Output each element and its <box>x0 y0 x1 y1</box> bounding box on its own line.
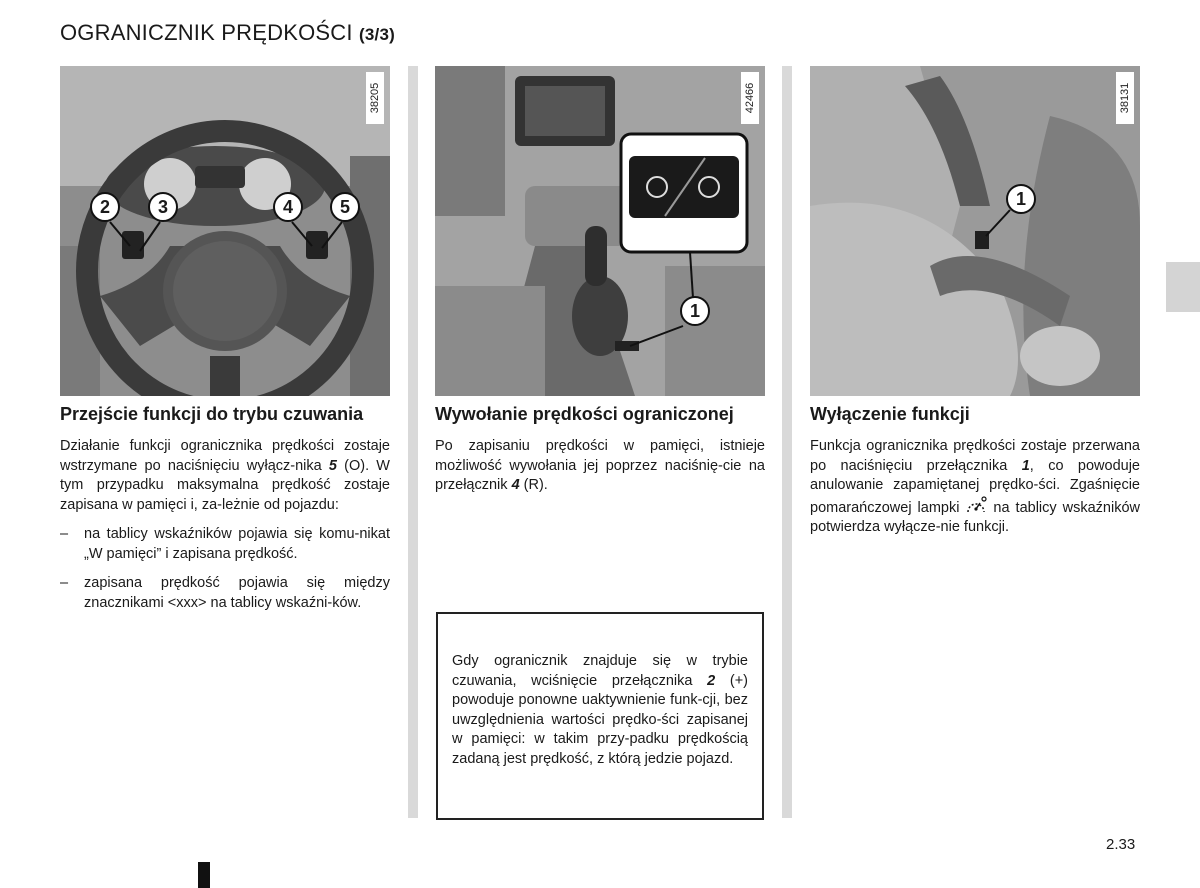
note-text: Gdy ogranicznik znajduje się w trybie czuwania, wciśnięcie przełącznika 2 (+) powoduje ponowne uaktywnienie funk-cji, bez uwzględnienia wartości prędko-ści zapisanej w pamięci: w takim przy-padku prędkością zadaną jest prędkość, z którą jedzie pojazd. <box>452 653 748 767</box>
speed-limiter-icon <box>965 496 987 516</box>
print-mark <box>198 862 210 888</box>
section-disable <box>810 403 1140 548</box>
section-heading: Wywołanie prędkości ograniczonej <box>435 404 734 424</box>
callout-marker: 1 <box>1006 184 1036 214</box>
page-number: 2.33 <box>1106 836 1136 853</box>
center-console-photo <box>435 66 765 396</box>
callout-marker: 4 <box>273 192 303 222</box>
handbrake-area-photo <box>810 66 1140 396</box>
list-item: – zapisana prędkość pojawia się między znacznikami <xxx> na tablicy wskaźni-ków. <box>60 575 390 611</box>
callout-marker: 5 <box>330 192 360 222</box>
column-divider <box>782 66 792 818</box>
figure-reference: 42466 <box>741 72 759 124</box>
page-title <box>60 20 395 46</box>
callout-marker: 1 <box>680 296 710 326</box>
note-box <box>436 612 764 820</box>
paragraph: Działanie funkcji ogranicznika prędkości zostaje wstrzymane po naciśnięciu wyłącz-nika 5 (O). W tym przypadku maksymalna prędkość zostaje zapisana w pamięci i, za-leżnie od pojazdu: <box>60 438 390 513</box>
paragraph: Po zapisaniu prędkości w pamięci, istnieje możliwość wywołania jej poprzez naciśnię-cie na przełącznik 4 (R). <box>435 438 765 493</box>
section-standby <box>60 403 390 623</box>
figure-reference: 38205 <box>366 72 384 124</box>
figure-reference: 38131 <box>1116 72 1134 124</box>
callout-marker: 3 <box>148 192 178 222</box>
section-heading: Wyłączenie funkcji <box>810 404 970 424</box>
section-recall <box>435 403 765 506</box>
callout-marker: 2 <box>90 192 120 222</box>
page-title-text: OGRANICZNIK PRĘDKOŚCI <box>60 20 353 45</box>
paragraph: Funkcja ogranicznika prędkości zostaje przerwana po naciśnięciu przełącznika 1, co powoduje anulowanie zapamiętanej prędko-ści. Zgaśnięcie pomarańczowej lampki na tablicy wskaźników potwierdza wyłącze-nie funkcji. <box>810 438 1140 535</box>
chapter-tab <box>1166 262 1200 312</box>
section-heading: Przejście funkcji do trybu czuwania <box>60 404 364 424</box>
steering-wheel-photo <box>60 66 390 396</box>
list-item: – na tablicy wskaźników pojawia się komu-nikat „W pamięci” i zapisana prędkość. <box>60 526 390 562</box>
page-title-part: (3/3) <box>359 25 395 44</box>
column-divider <box>408 66 418 818</box>
